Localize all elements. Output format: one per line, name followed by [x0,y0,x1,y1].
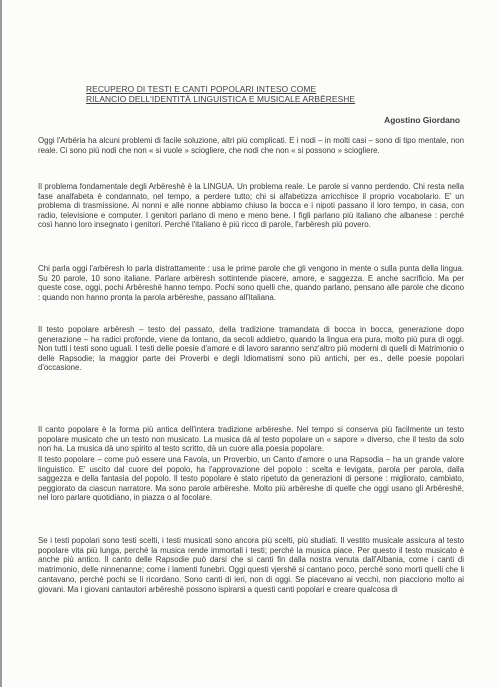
paragraph: Oggi l'Arbëria ha alcuni problemi di facile soluzione, altri più complicati. E i nodi – in molti casi – sono di tipo mentale, non reale. Ci sono più nodi che non « si vuole » sciogliere, che nodi che non « si possono » sciogliere. [38,136,464,155]
scan-edge [0,0,2,687]
title-line-2: RILANCIO DELL'IDENTITÀ LINGUISTICA E MUSICALE ARBËRESHE [86,94,356,104]
title-line-1: RECUPERO DI TESTI E CANTI POPOLARI INTESO COME [86,84,317,94]
paragraph: Se i testi popolari sono testi scelti, i testi musicati sono ancora più scelti, più studiati. Il vestito musicale assicura al testo popolare vita più lunga, perché la musica rende immortali i testi; perché la musica piace. Per questo il testo musicato è anche più antico. Il canto delle Rapsodie può darsi che si canti fin dalla nostra venuta dall'Albania, come i canti di matrimonio, delle ninnenanne; come i lamenti funebri. Oggi questi vjershë si cantano poco, perché sono morti quelli che li cantavano, perché pochi se li ricordano. Sono canti di ieri, non di oggi. Se piacevano ai vecchi, non piacciono molto ai giovani. Ma i giovani cantautori arbëreshë possono ispirarsi a questi canti popolari e creare qualcosa di [38,536,464,594]
paragraph: Il testo popolare arbëresh – testo del passato, della tradizione tramandata di bocca in bocca, generazione dopo generazione – ha radici profonde, viene da lontano, da secoli addietro, quando la lingua era pura, molto più pura di oggi. Non tutti i testi sono uguali. I testi delle poesie d'amore e di lavoro saranno senz'altro più moderni di quelli di Matrimonio o delle Rapsodie; la maggior parte dei Proverbi e degli Idiomatismi sono più antichi, per es., delle poesie popolari d'occasione. [38,325,464,373]
author-name: Agostino Giordano [384,115,460,125]
paragraph: Il canto popolare è la forma più antica dell'intera tradizione arbëreshe. Nel tempo si conserva più facilmente un testo popolare musicato che un testo non musicato. La musica dà al testo popolare un « sapore » diverso, che il testo da solo non ha. La musica dà uno spirito al testo scritto, dà un cuore alla poesia popolare. [38,425,464,454]
document-title [86,84,406,104]
paragraph: Il problema fondamentale degli Arbëreshë è la LINGUA. Un problema reale. Le parole si vanno perdendo. Chi resta nella fase analfabeta è condannato, nel tempo, a perdere tutto; chi si alfabetizza arricchisce il proprio vocabolario. E' un problema di trasmissione. Ai nonni e alle nonne abbiamo chiuso la bocca e i nipoti passano il loro tempo, in casa, con radio, televisione e computer. I genitori parlano di meno e meno bene. I figli parlano più italiano che albanese : perché così hanno loro insegnato i genitori. Perché l'italiano è più ricco di parole, l'arbëresh più povero. [38,182,464,230]
paragraph: Il testo popolare – come può essere una Favola, un Proverbio, un Canto d'amore o una Rapsodia – ha un grande valore linguistico. E' uscito dal cuore del popolo, ha l'approvazione del popolo : scelta e levigata, parola per parola, dalla saggezza e della fantasia del popolo. Il testo popolare è stato ripetuto da generazioni di persone : migliorato, cambiato, peggiorato da ciascun narratore. Ma sono parole arbëreshe. Molto più arbëreshe di quelle che oggi usano gli Arbëreshë, nel loro parlare quotidiano, in piazza o al focolare. [38,455,464,503]
paragraph: Chi parla oggi l'arbëresh lo parla distrattamente : usa le prime parole che gli vengono in mente o sulla punta della lingua. Su 20 parole, 10 sono italiane. Parlare arbëresh sottintende piacere, amore, e saggezza. E anche sacrificio. Ma per queste cose, oggi, pochi Arbëreshë hanno tempo. Pochi sono quelli che, quando parlano, pensano alle parole che dicono : quando non hanno pronta la parola arbëreshe, passano all'italiana. [38,264,464,302]
